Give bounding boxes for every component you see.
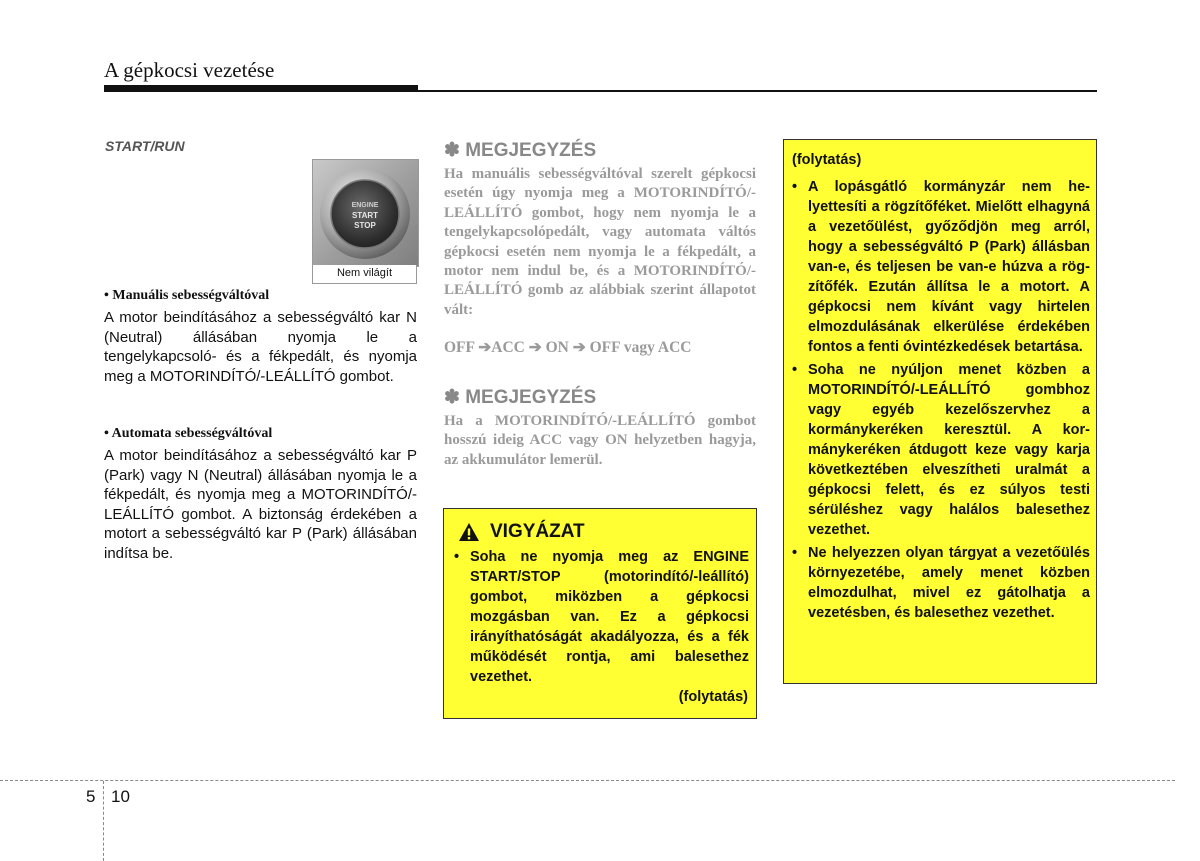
button-text-start: START xyxy=(351,211,379,220)
note-1-state-sequence: OFF ➔ACC ➔ ON ➔ OFF vagy ACC xyxy=(444,339,692,356)
page-number: 10 xyxy=(111,787,130,806)
continued-warning-item: • A lopásgátló kormányzár nem helyettesíti a rögzítőféket. Mielőtt elhagyná a vezetőülést, győződjön meg arról, hogy a sebességváltó P (Park) állásban van-e, és teljesen be van-e húzva a rögzítőfék. Ezután állítsa le a motort. A gépkocsi nem kívánt vagy hirtelen elmozdulásának elkerülése érdekében fontos a fenti óvintézkedések betartása. xyxy=(790,177,1090,357)
continued-warning-box xyxy=(783,139,1097,684)
automatic-transmission-heading: • Automata sebességváltóval xyxy=(104,426,273,441)
warning-continued-label: (folytatás) xyxy=(678,689,748,705)
engine-start-button-photo xyxy=(312,159,419,267)
footer-dashed-divider xyxy=(103,781,104,861)
note-1-title: ✽ MEGJEGYZÉS xyxy=(444,140,597,161)
footer-dashed-rule xyxy=(0,780,1175,781)
page-header-title: A gépkocsi vezetése xyxy=(104,58,275,82)
manual-transmission-heading: • Manuális sebességváltóval xyxy=(104,288,270,303)
continued-warning-item: • Soha ne nyúljon menet közben a MOTORINDÍTÓ/-LEÁLLÍTÓ gombhoz vagy egyéb kezelőszervhez a kormánykeréken keresztül. A kormánykeréken átdugott keze vagy karja következtében elveszítheti uralmát a gépkocsi felett, és ez súlyos testi sérüléshez vagy halálos balesethez vezethet. xyxy=(790,360,1090,540)
note-2-text: Ha a MOTORINDÍTÓ/-LEÁLLÍTÓ gombot hosszú ideig ACC vagy ON helyzetben hagyja, az akkumulátor lemerül. xyxy=(444,413,756,468)
note-1-text: Ha manuális sebességváltóval szerelt gépkocsi esetén úgy nyomja meg a MOTORINDÍTÓ/-LEÁLLÍTÓ gombot, hogy nem nyomja le a tengelykapcsolópedált, vagy automata váltós gépkocsi esetén nem nyomja le a fékpedált, a motor nem indul be, és a MOTORINDÍTÓ/-LEÁLLÍTÓ gomb az alábbiak szerint állapotot vált: xyxy=(444,166,756,318)
note-2-title: ✽ MEGJEGYZÉS xyxy=(444,387,597,408)
button-text-engine: ENGINE xyxy=(351,202,379,209)
warning-title: VIGYÁZAT xyxy=(490,521,585,542)
button-text-stop: STOP xyxy=(354,221,376,230)
section-label: START/RUN xyxy=(105,138,185,154)
page-section-number: 5 xyxy=(86,787,96,806)
warning-triangle-icon xyxy=(458,522,480,542)
continued-warning-list xyxy=(790,177,1090,626)
warning-header xyxy=(458,519,585,545)
header-rule-thick xyxy=(104,85,418,92)
warning-box xyxy=(443,508,757,719)
image-caption: Nem világít xyxy=(312,265,417,284)
continued-label: (folytatás) xyxy=(792,152,862,168)
warning-item: • Soha ne nyomja meg az ENGINE START/STOP (motorindító/-leállító) gombot, miközben a gépkocsi mozgásban van. Ez a gépkocsi irányíthatóságát akadályozza, és a fék működését rontja, ami balesethez vezethet. xyxy=(452,547,749,687)
automatic-transmission-text: A motor beindításához a sebességváltó kar P (Park) vagy N (Neutral) állásában nyomja le a fékpedált, és nyomja meg a MOTORINDÍTÓ/-LEÁLLÍTÓ gombot. A biztonság érdekében a motort a sebességváltó kar P (Park) állásában indítsa be. xyxy=(104,447,417,562)
continued-warning-item: • Ne helyezzen olyan tárgyat a vezetőülés környezetébe, amely menet közben elmozdulhat, mivel ez gátolhatja a vezetésben, és balesethez vezethet. xyxy=(790,543,1090,623)
manual-transmission-text: A motor beindításához a sebességváltó kar N (Neutral) állásában nyomja le a tengelykapcsoló- és a fékpedált, és nyomja meg a MOTORINDÍTÓ/-LEÁLLÍTÓ gombot. xyxy=(104,309,417,385)
header-rule-thin xyxy=(418,90,1097,92)
warning-list xyxy=(452,547,749,690)
engine-start-button-icon xyxy=(313,160,418,266)
